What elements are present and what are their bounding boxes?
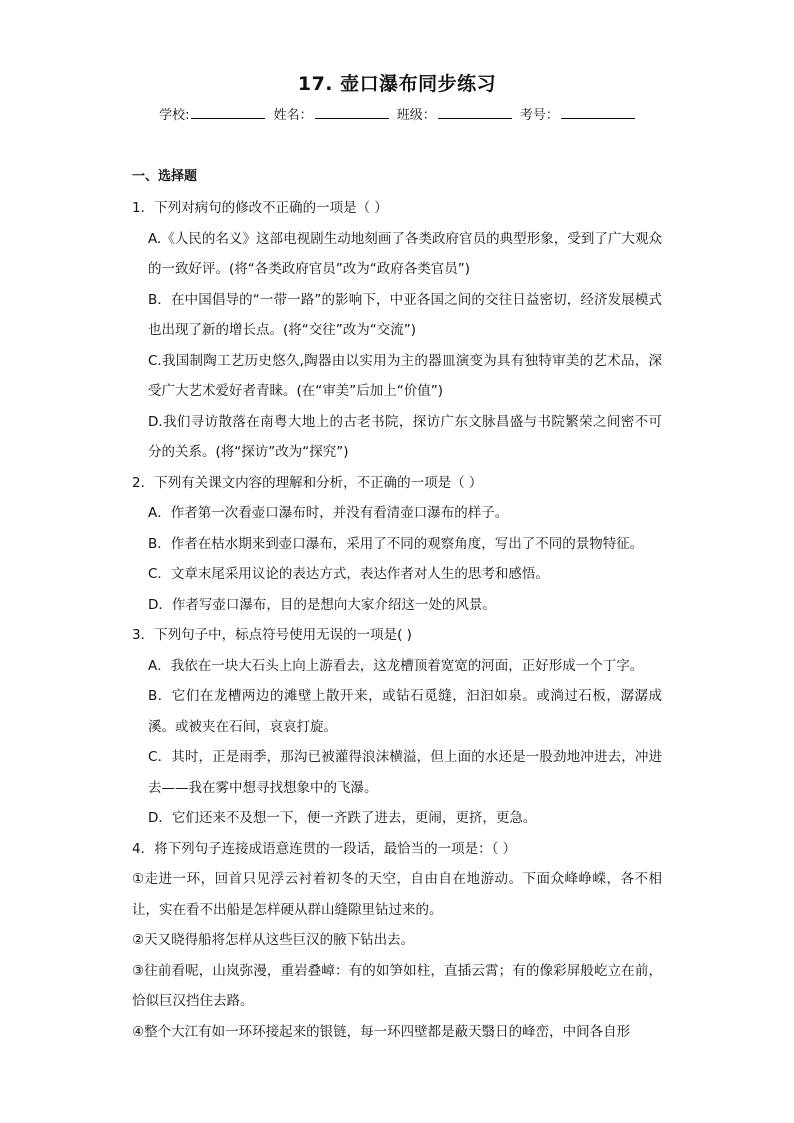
sentence-item-4: ④整个大江有如一环环接起来的银链，每一环四壁都是蔽天翳日的峰峦，中间各自形 — [132, 1023, 631, 1040]
section-title: 一、选择题 — [132, 169, 198, 184]
option-b: B．它们在龙槽两边的滩壁上散开来，或钻石觅缝，汩汩如泉。或淌过石板，潺潺成溪。或被夹在石间，哀哀打旋。 — [148, 688, 662, 735]
name-label: 姓名： — [273, 108, 313, 123]
option-c: C.我国制陶工艺历史悠久,陶器由以实用为主的器皿演变为具有独特审美的艺术品，深受广大艺术爱好者青睐。(在“审美”后加上“价值”) — [148, 352, 662, 399]
question-4 — [132, 834, 662, 1048]
option-a: A．作者第一次看壶口瀑布时，并没有看清壶口瀑布的样子。 — [148, 505, 509, 521]
option-c: C．其时，正是雨季，那沟已被灌得浪沫横溢，但上面的水还是一股劲地冲进去，冲进去——我在雾中想寻找想象中的飞瀑。 — [148, 749, 662, 796]
school-label: 学校: — [159, 108, 190, 123]
sentence-item-3: ③往前看呢，山岚弥漫，重岩叠嶂：有的如笋如柱，直插云霄；有的像彩屏般屹立在前，恰似巨汉挡住去路。 — [132, 962, 662, 1009]
class-field — [397, 106, 512, 125]
question-stem: 3．下列句子中，标点符号使用无误的一项是( ) — [132, 627, 412, 643]
option-d: D.我们寻访散落在南粤大地上的古老书院，探访广东文脉昌盛与书院繁荣之间密不可分的关系。(将“探访”改为“探究”) — [148, 413, 662, 460]
question-1 — [132, 193, 662, 468]
option-a: A.《人民的名义》这部电视剧生动地刻画了各类政府官员的典型形象，受到了广大观众的一致好评。(将“各类政府官员”改为“政府各类官员”) — [148, 230, 662, 277]
exam-number-field — [520, 106, 635, 125]
question-stem: 2．下列有关课文内容的理解和分析，不正确的一项是（ ） — [132, 474, 483, 491]
class-label: 班级： — [396, 108, 436, 123]
school-blank[interactable] — [191, 106, 265, 119]
page-title: 17. 壶口瀑布同步练习 — [297, 73, 497, 95]
question-3 — [132, 620, 662, 834]
option-b: B．在中国倡导的“一带一路”的影响下，中亚各国之间的交往日益密切，经济发展模式也出现了新的增长点。(将“交往”改为“交流”) — [148, 291, 662, 338]
option-d: D．作者写壶口瀑布，目的是想向大家介绍这一处的风景。 — [148, 596, 496, 613]
question-2 — [132, 468, 662, 621]
sentence-item-2: ②天又晓得船将怎样从这些巨汉的腋下钻出去。 — [132, 932, 415, 948]
option-d: D．它们还来不及想一下，便一齐跌了进去，更闹，更挤，更急。 — [148, 810, 537, 826]
exam-number-blank[interactable] — [561, 106, 635, 119]
school-field — [159, 106, 265, 125]
sentence-item-1: ①走进一环，回首只见浮云衬着初冬的天空，自由自在地游动。下面众峰峥嵘，各不相让，实在看不出船是怎样硬从群山缝隙里钻过来的。 — [132, 871, 662, 918]
exam-number-label: 考号： — [519, 108, 559, 123]
option-c: C．文章末尾采用议论的表达方式，表达作者对人生的思考和感悟。 — [148, 566, 549, 582]
question-stem: 1．下列对病句的修改不正确的一项是（ ） — [132, 200, 388, 216]
option-a: A．我依在一块大石头上向上游看去，这龙槽顶着宽宽的河面，正好形成一个丁字。 — [148, 657, 644, 674]
name-field — [274, 106, 389, 125]
name-blank[interactable] — [315, 106, 389, 119]
student-info-line — [132, 106, 662, 125]
question-stem: 4．将下列句子连接成语意连贯的一段话，最恰当的一项是：（ ） — [132, 840, 517, 857]
option-b: B．作者在枯水期来到壶口瀑布，采用了不同的观察角度，写出了不同的景物特征。 — [148, 535, 644, 552]
class-blank[interactable] — [438, 106, 512, 119]
